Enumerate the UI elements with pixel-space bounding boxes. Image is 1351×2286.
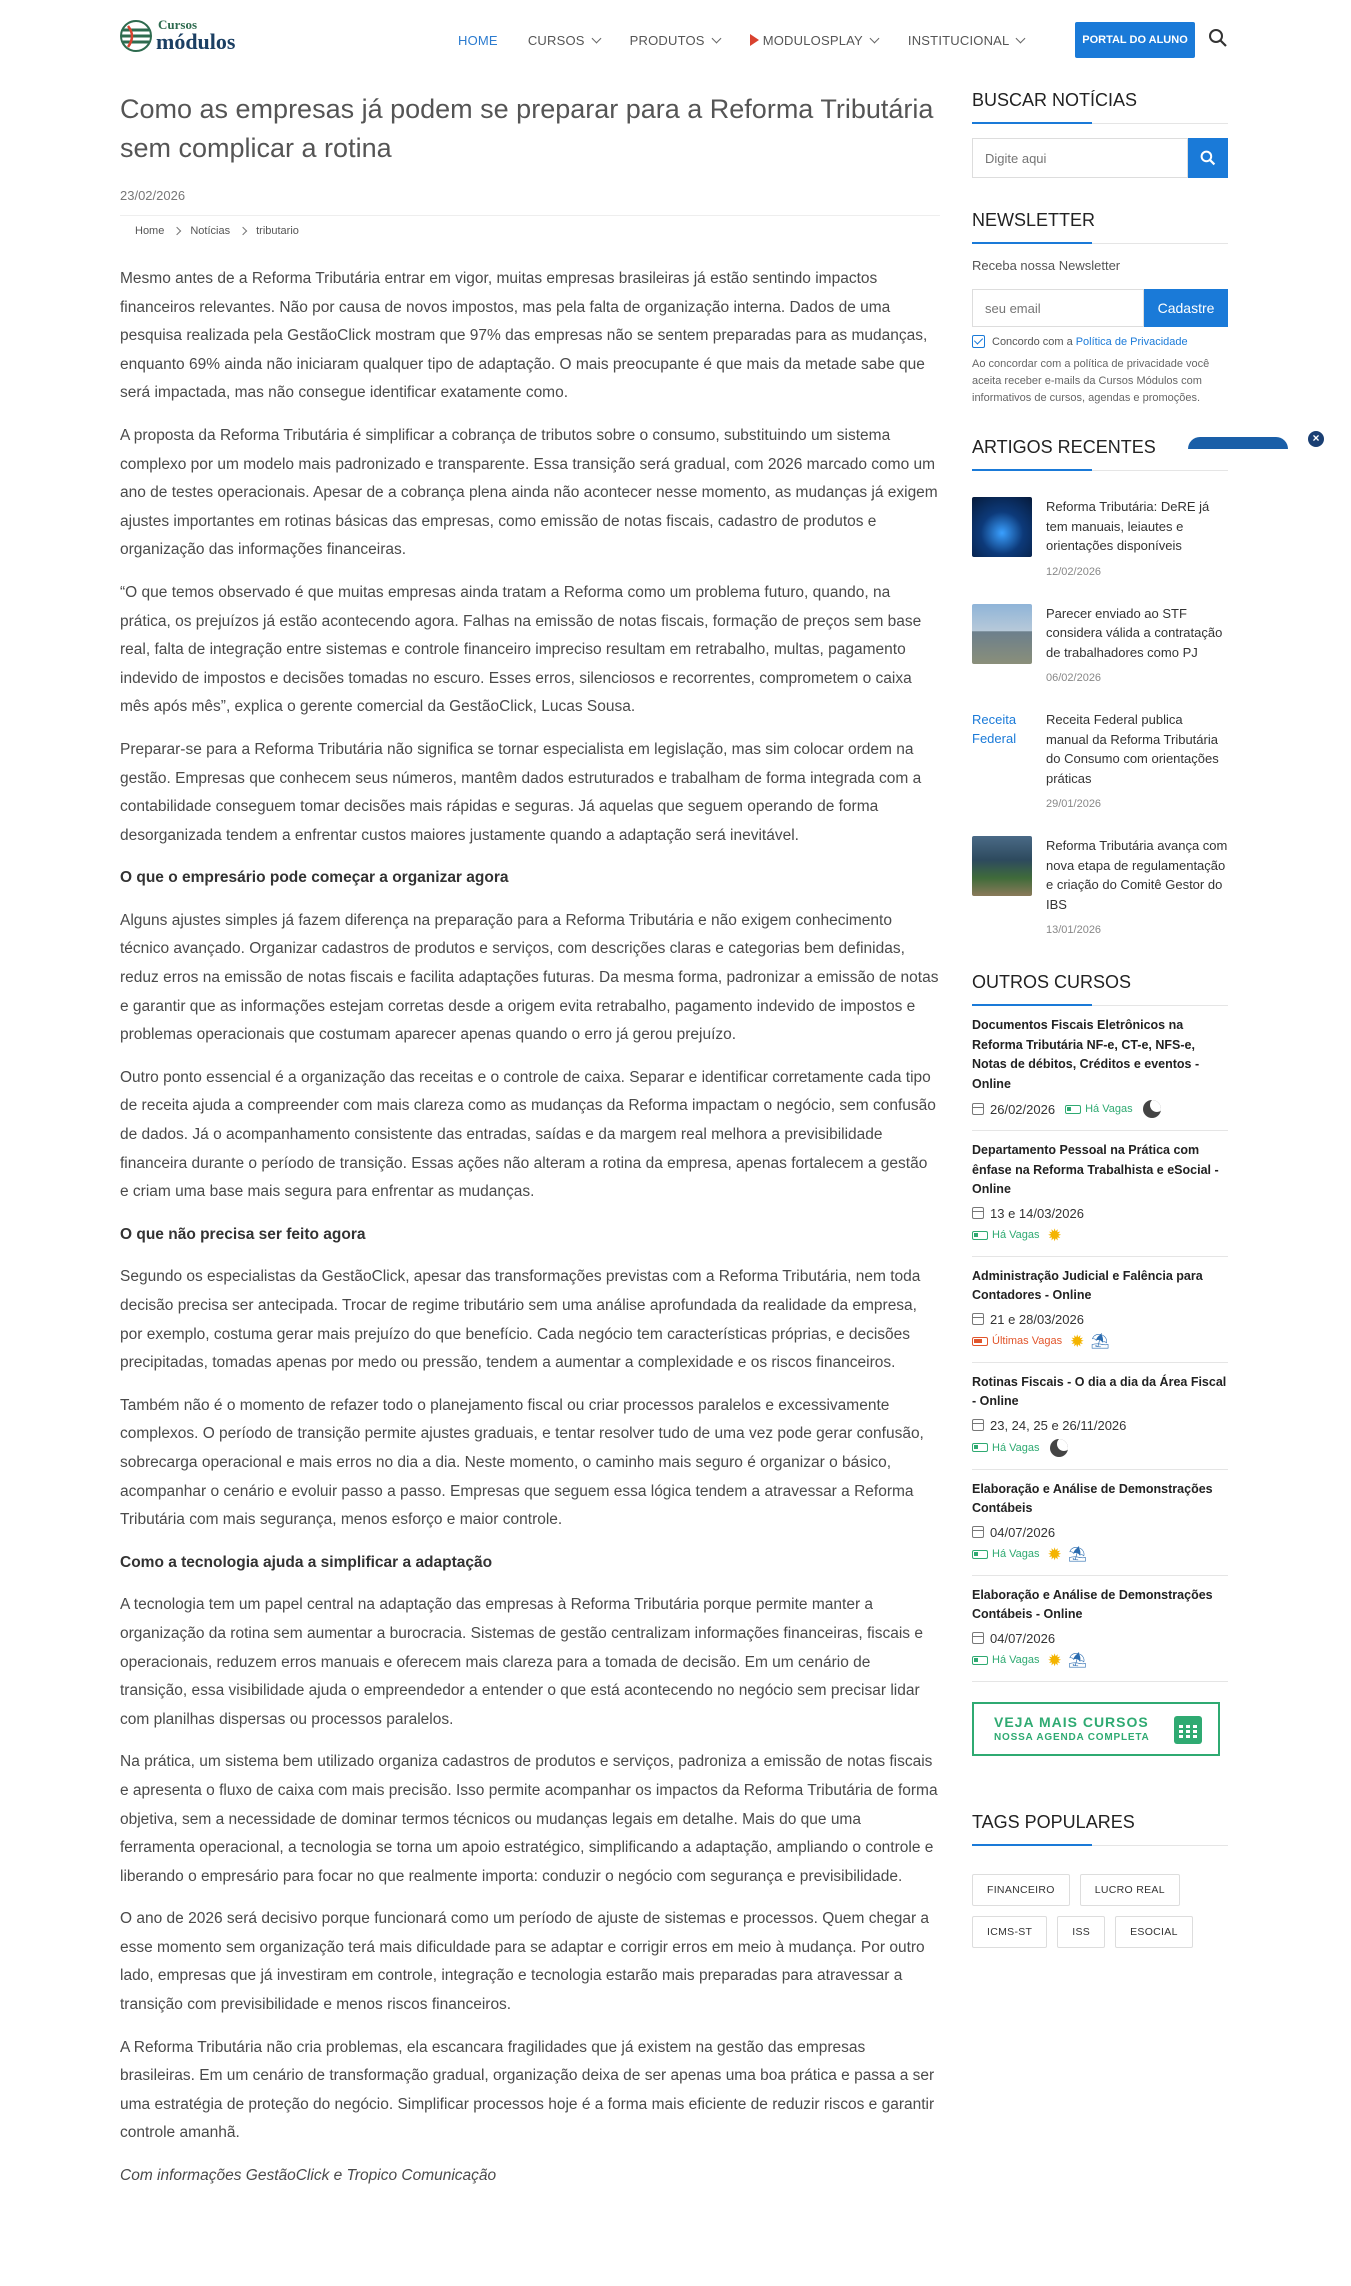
course-title[interactable]: Documentos Fiscais Eletrônicos na Reforma Tributária NF-e, CT-e, NFS-e, Notas de débitos, Créditos e eventos - Online <box>972 1018 1200 1091</box>
article-paragraph: “O que temos observado é que muitas empresas ainda tratam a Reforma como um problema futuro, quando, na prática, os prejuízos já estão acontecendo agora. Falhas na emissão de notas fiscais, formação de preços sem base real, falta de integração entre sistemas e controle financeiro impreciso resultam em retrabalho, multas, pagamento indevido de impostos e decisões tomadas no escuro. Esses erros, silenciosos e recorrentes, comprometem o caixa mês após mês”, explica o gerente comercial da GestãoClick, Lucas Sousa. <box>120 583 922 716</box>
floating-chat-widget[interactable] <box>1188 437 1288 449</box>
calendar-icon <box>972 1313 984 1325</box>
logo-big-text: módulos <box>156 29 236 54</box>
newsletter-section-title: NEWSLETTER <box>972 210 1228 244</box>
article-thumbnail[interactable] <box>972 497 1032 557</box>
logo-small-text: Cursos <box>158 17 198 32</box>
battery-icon <box>1065 1105 1081 1114</box>
chevron-down-icon <box>591 33 601 43</box>
course-meta <box>972 1631 1228 1669</box>
breadcrumb-home[interactable]: Home <box>135 225 165 237</box>
article-paragraph: A Reforma Tributária não cria problemas, ela escancara fragilidades que já existem na gestão das empresas brasileiras. Em um cenário de transformação gradual, organização deixa de ser apenas uma boa prática e passa a ser uma estratégia de proteção do negócio. Simplificar processos hoje é a forma mais eficiente de reduzir riscos e garantir controle amanhã. <box>120 2038 935 2142</box>
section-heading: O que o empresário pode começar a organizar agora <box>120 869 509 887</box>
article-paragraph: Também não é o momento de refazer todo o planejamento fiscal ou criar processos paralelos e excessivamente complexos. O período de transição permite ajustes graduais, e tentar resolver tudo de uma vez pode gerar confusão, sobrecarga operacional e mais erros no dia a dia. Neste momento, o caminho mais seguro é organizar o básico, acompanhar o cenário e evoluir passo a passo. Empresas que seguem essa lógica tendem a atravessar a Reforma Tributária com mais segurança, menos esforço e maior controle. <box>120 1396 924 1529</box>
privacy-checkbox[interactable] <box>972 335 985 348</box>
globe-logo-icon <box>120 20 152 52</box>
battery-icon <box>972 1443 988 1452</box>
course-item[interactable] <box>972 1363 1228 1470</box>
tag-chip[interactable]: ICMS-ST <box>972 1916 1047 1948</box>
course-date: 04/07/2026 <box>990 1524 1056 1540</box>
section-heading: Como a tecnologia ajuda a simplificar a adaptação <box>120 1553 493 1571</box>
article-title: Como as empresas já podem se preparar para a Reforma Tributária sem complicar a rotina <box>120 94 934 163</box>
course-meta <box>972 1312 1228 1350</box>
vagas-label: Há Vagas <box>992 1229 1040 1241</box>
course-title[interactable]: Elaboração e Análise de Demonstrações Contábeis - Online <box>972 1587 1213 1621</box>
site-logo[interactable] <box>120 18 235 53</box>
nav-home[interactable] <box>458 33 498 48</box>
courses-list <box>972 1006 1228 1682</box>
chevron-right-icon <box>239 227 247 235</box>
article-paragraph: A tecnologia tem um papel central na adaptação das empresas à Reforma Tributária porque permite manter a organização da rotina sem aumentar a burocracia. Sistemas de gestão centralizam informações financeiras, fiscais e operacionais, reduzem erros manuais e oferecem mais clareza para a tomada de decisão. Em um cenário de transição, essa visibilidade ajuda o empreendedor a entender o que está acontecendo no negócio sem precisar lidar com planilhas dispersas ou processos paralelos. <box>120 1596 923 1728</box>
article-thumbnail[interactable] <box>972 836 1032 896</box>
umbrella-icon: ⛱ <box>1090 1332 1110 1350</box>
article-paragraph: O ano de 2026 será decisivo porque funcionará como um período de ajuste de sistemas e processos. Quem chegar a esse momento sem organização terá mais dificuldade para se adaptar e corrigir erros em meio à mudança. Por outro lado, empresas que já investiram em controle, integração e tecnologia estarão mais preparadas para atravessar a transição com previsibilidade e menos riscos financeiros. <box>120 1910 930 2014</box>
course-status-row <box>972 1333 1228 1350</box>
recent-article-date: 06/02/2026 <box>1046 672 1102 684</box>
recent-article-title[interactable]: Reforma Tributária avança com nova etapa de regulamentação e criação do Comitê Gestor do IBS <box>1046 838 1228 912</box>
calendar-icon <box>972 1207 984 1219</box>
vagas-badge <box>972 1654 1040 1666</box>
nav-produtos-label: PRODUTOS <box>629 32 705 48</box>
recent-section-title: ARTIGOS RECENTES <box>972 437 1228 471</box>
course-meta <box>972 1525 1228 1563</box>
sun-icon: ✹ <box>1047 1544 1062 1564</box>
umbrella-icon: ⛱ <box>1067 1651 1087 1669</box>
see-more-courses-button[interactable] <box>972 1702 1220 1756</box>
full-agenda-label: NOSSA AGENDA COMPLETA <box>994 1732 1150 1743</box>
vagas-label: Há Vagas <box>992 1548 1040 1560</box>
news-search-button[interactable] <box>1188 138 1228 178</box>
course-title[interactable]: Elaboração e Análise de Demonstrações Contábeis <box>972 1481 1213 1515</box>
article-paragraph: Com informações GestãoClick e Tropico Comunicação <box>120 2167 497 2185</box>
privacy-agree-text: Concordo com a <box>992 335 1073 348</box>
moon-icon <box>1143 1100 1161 1118</box>
news-search-input[interactable] <box>972 138 1188 178</box>
course-date: 21 e 28/03/2026 <box>990 1311 1084 1327</box>
site-header <box>0 0 1351 80</box>
broken-image-alt[interactable]: Receita Federal <box>972 712 1017 746</box>
calendar-icon <box>972 1103 984 1115</box>
course-status-row <box>972 1546 1228 1563</box>
search-icon <box>1200 150 1216 166</box>
course-item[interactable] <box>972 1006 1228 1131</box>
course-status-row <box>972 1227 1228 1244</box>
nav-institucional[interactable] <box>908 33 1025 48</box>
see-more-courses-label: VEJA MAIS CURSOS <box>994 1714 1149 1730</box>
main-nav <box>458 20 1054 60</box>
course-item[interactable] <box>972 1576 1228 1682</box>
chevron-down-icon <box>1016 33 1026 43</box>
calendar-icon <box>972 1419 984 1431</box>
article-paragraph: Na prática, um sistema bem utilizado organiza cadastros de produtos e serviços, padroniza a emissão de notas fiscais e apresenta o fluxo de caixa com mais precisão. Isso permite acompanhar os impactos da Reforma Tributária de forma objetiva, sem a necessidade de dominar termos técnicos ou mudanças legais em detalhe. Mais do que uma ferramenta operacional, a tecnologia se torna um apoio estratégico, simplificando a adaptação, ampliando o controle e liberando o empresário para focar no que realmente importa: conduzir o negócio com segurança e previsibilidade. <box>120 1753 938 1885</box>
article-paragraph: Preparar-se para a Reforma Tributária não significa se tornar especialista em legislação, mas sim colocar ordem na gestão. Empresas que conhecem seus números, mantêm dados estruturados e trabalham de forma integrada com a contabilidade conseguem tomar decisões mais rápidas e seguras. Já aquelas que seguem operando de forma desorganizada tendem a enfrentar custos maiores justamente quando a adaptação será inevitável. <box>120 740 922 844</box>
tag-chip[interactable]: FINANCEIRO <box>972 1874 1070 1906</box>
calendar-icon <box>972 1632 984 1644</box>
vagas-label: Há Vagas <box>992 1654 1040 1666</box>
calendar-grid-icon <box>1174 1716 1202 1744</box>
course-status-row <box>972 1652 1228 1669</box>
nav-cursos[interactable] <box>528 33 600 48</box>
article-body <box>120 265 940 2191</box>
nav-modulosplay[interactable] <box>750 33 878 48</box>
article-paragraph: Segundo os especialistas da GestãoClick, apesar das transformações previstas com a Reforma Tributária, nem toda decisão precisa ser antecipada. Trocar de regime tributário sem uma análise aprofundada da realidade da empresa, por exemplo, costuma gerar mais prejuízo do que benefício. Cada negócio tem características próprias, e decisões precipitadas, tomadas apenas por medo ou pressão, tendem a aumentar a complexidade e os riscos financeiros. <box>120 1268 921 1372</box>
vagas-badge <box>972 1229 1040 1241</box>
course-date: 04/07/2026 <box>990 1630 1056 1646</box>
vagas-label: Últimas Vagas <box>992 1335 1063 1347</box>
recent-articles-list <box>972 497 1228 936</box>
article-thumbnail[interactable] <box>972 604 1032 664</box>
section-heading: O que não precisa ser feito agora <box>120 1225 366 1243</box>
battery-icon <box>972 1550 988 1559</box>
course-item[interactable] <box>972 1257 1228 1363</box>
vagas-label: Há Vagas <box>992 1441 1040 1454</box>
course-title[interactable]: Rotinas Fiscais - O dia a dia da Área Fiscal - Online <box>972 1374 1227 1408</box>
tag-chip[interactable]: LUCRO REAL <box>1080 1874 1180 1906</box>
tags-list <box>972 1874 1228 1958</box>
course-status-row <box>972 1439 1228 1457</box>
newsletter-submit-button[interactable]: Cadastre <box>1144 289 1228 327</box>
sidebar <box>972 90 1228 1958</box>
privacy-agree <box>972 335 1228 348</box>
vagas-badge <box>972 1335 1062 1347</box>
nav-cursos-label: CURSOS <box>527 32 585 48</box>
privacy-policy-link[interactable]: Política de Privacidade <box>1075 335 1188 348</box>
recent-article-item[interactable] <box>972 710 1228 810</box>
recent-article-info <box>1046 710 1228 810</box>
newsletter-text: Receba nossa Newsletter <box>972 258 1121 273</box>
newsletter-form <box>972 289 1228 327</box>
course-item[interactable] <box>972 1470 1228 1576</box>
calendar-icon <box>972 1526 984 1538</box>
close-icon[interactable]: × <box>1308 431 1324 447</box>
vagas-badge <box>1065 1103 1133 1115</box>
news-search-form <box>972 138 1228 178</box>
course-date: 26/02/2026 <box>990 1101 1056 1117</box>
article <box>120 90 940 2205</box>
search-icon[interactable] <box>1208 28 1228 48</box>
recent-article-item[interactable] <box>972 497 1228 578</box>
courses-section-title: OUTROS CURSOS <box>972 972 1228 1006</box>
battery-icon <box>972 1231 988 1240</box>
course-date: 23, 24, 25 e 26/11/2026 <box>990 1417 1127 1433</box>
course-date: 13 e 14/03/2026 <box>990 1205 1084 1221</box>
vagas-badge <box>972 1442 1040 1454</box>
battery-icon <box>972 1656 988 1665</box>
recent-article-item[interactable] <box>972 836 1228 936</box>
nav-produtos[interactable] <box>630 33 720 48</box>
nav-modulosplay-label: MODULOSPLAY <box>762 32 863 48</box>
breadcrumb-current[interactable]: tributario <box>256 225 299 237</box>
recent-article-date: 13/01/2026 <box>1046 924 1102 936</box>
vagas-badge <box>972 1548 1040 1560</box>
article-paragraph: Alguns ajustes simples já fazem diferença na preparação para a Reforma Tributária e não exigem conhecimento técnico avançado. Organizar cadastros de produtos e serviços, com descrições claras e categorias bem definidas, reduz erros na emissão de notas fiscais e facilita adaptações futuras. Da mesma forma, padronizar a emissão de notas e garantir que as informações estejam corretas desde a origem evita retrabalho, pagamento indevido de impostos e problemas operacionais que costumam aparecer apenas quando o erro já gerou prejuízo. <box>120 911 939 1044</box>
course-title[interactable]: Departamento Pessoal na Prática com ênfase na Reforma Trabalhista e eSocial - Online <box>972 1143 1219 1196</box>
sun-icon: ✹ <box>1047 1650 1062 1670</box>
privacy-note: Ao concordar com a política de privacidade você aceita receber e-mails da Cursos Módulos com informativos de cursos, agendas e promoções. <box>972 358 1210 404</box>
tags-section-title: TAGS POPULARES <box>972 1812 1228 1846</box>
recent-article-info <box>1046 604 1228 685</box>
article-paragraph: Outro ponto essencial é a organização das receitas e o controle de caixa. Separar e identificar corretamente cada tipo de receita ajuda a compreender com mais clareza como as mudanças da Reforma impactam o negócio, sem confusão de dados. Já o acompanhamento consistente das entradas, saídas e da margem real melhora a previsibilidade financeira durante o período de transição. Essas ações não alteram a rotina da empresa, apenas fortalecem a gestão e criam uma base mais segura para enfrentar as mudanças. <box>120 1068 936 1201</box>
recent-article-info <box>1046 836 1228 936</box>
sun-icon: ✹ <box>1047 1225 1062 1245</box>
recent-article-date: 12/02/2026 <box>1046 565 1102 578</box>
recent-article-item[interactable] <box>972 604 1228 685</box>
sun-icon: ✹ <box>1070 1331 1085 1351</box>
chevron-right-icon <box>173 227 181 235</box>
course-title[interactable]: Administração Judicial e Falência para Contadores - Online <box>972 1268 1203 1302</box>
moon-icon <box>1050 1439 1068 1457</box>
battery-icon <box>972 1337 988 1346</box>
tag-chip[interactable]: ISS <box>1057 1916 1105 1948</box>
breadcrumb-noticias[interactable]: Notícias <box>190 225 231 237</box>
chevron-down-icon <box>869 33 879 43</box>
newsletter-email-field[interactable] <box>972 289 1144 327</box>
recent-article-title[interactable]: Reforma Tributária: DeRE já tem manuais, leiautes e orientações disponíveis <box>1046 499 1210 553</box>
play-icon <box>750 34 759 46</box>
article-paragraph: A proposta da Reforma Tributária é simplificar a cobrança de tributos sobre o consumo, substituindo um sistema complexo por um modelo mais padronizado e transparente. Essa transição será gradual, com 2026 marcado como um ano de testes operacionais. Apesar de a cobrança plena ainda não acontecer nesse momento, as mudanças já exigem ajustes importantes em rotinas básicas das empresas, como emissão de notas fiscais, cadastro de produtos e organização das informações financeiras. <box>120 426 938 559</box>
recent-article-date: 29/01/2026 <box>1046 798 1102 810</box>
article-paragraph: Mesmo antes de a Reforma Tributária entrar em vigor, muitas empresas brasileiras já estão sentindo impactos financeiros relevantes. Não por causa de novos impostos, mas pela falta de organização interna. Dados de uma pesquisa realizada pela GestãoClick mostram que 97% das empresas não se sentem preparadas para as mudanças, enquanto 69% ainda não iniciaram qualquer tipo de adaptação. O mais preocupante é que mais da metade sabe que será impactada, mas não consegue identificar exatamente como. <box>120 270 928 402</box>
recent-article-title[interactable]: Parecer enviado ao STF considera válida a contratação de trabalhadores como PJ <box>1046 605 1223 660</box>
chevron-down-icon <box>711 33 721 43</box>
search-section-title: BUSCAR NOTÍCIAS <box>972 90 1228 124</box>
nav-home-label: HOME <box>458 32 498 48</box>
vagas-label: Há Vagas <box>1085 1103 1133 1115</box>
recent-article-info <box>1046 497 1228 578</box>
umbrella-icon: ⛱ <box>1067 1545 1087 1563</box>
tag-chip[interactable]: ESOCIAL <box>1115 1916 1193 1948</box>
course-item[interactable] <box>972 1131 1228 1257</box>
course-meta <box>972 1418 1228 1457</box>
course-meta <box>972 1100 1228 1118</box>
course-meta <box>972 1206 1228 1244</box>
breadcrumb <box>120 215 940 237</box>
portal-aluno-button[interactable]: PORTAL DO ALUNO <box>1075 22 1195 58</box>
article-date: 23/02/2026 <box>120 188 186 203</box>
recent-article-title[interactable]: Receita Federal publica manual da Reforma Tributária do Consumo com orientações práticas <box>1046 712 1219 786</box>
nav-institucional-label: INSTITUCIONAL <box>907 32 1010 48</box>
